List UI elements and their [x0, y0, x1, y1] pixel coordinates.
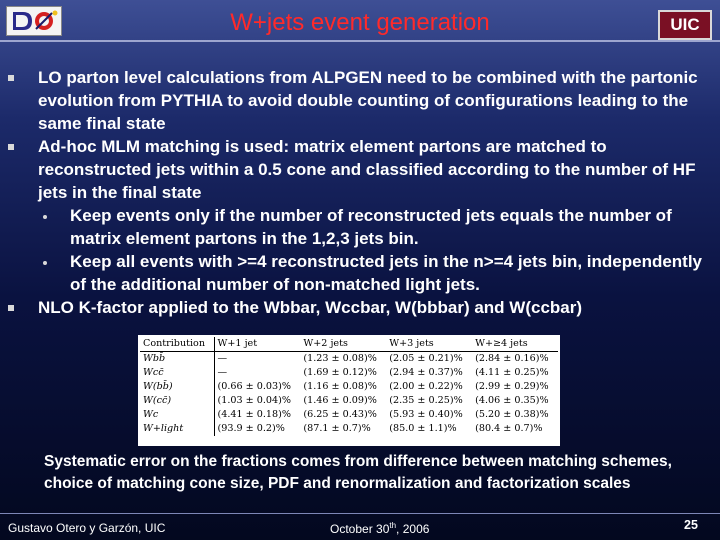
- table-cell: (2.84 ± 0.16)%: [475, 353, 549, 364]
- table-cell: (1.69 ± 0.12)%: [303, 367, 377, 378]
- table-cell: (1.46 ± 0.09)%: [303, 395, 377, 406]
- column-header: W+1 jet: [217, 338, 258, 349]
- sub-bullet-text: Keep events only if the number of reconstructed jets equals the number of matrix element partons in the 1,2,3 jets bin.: [70, 206, 672, 248]
- sub-bullet-text: Keep all events with >=4 reconstructed jets in the n>=4 jets bin, independently of the additional number of non-matched light jets.: [70, 252, 703, 294]
- table-cell: (4.06 ± 0.35)%: [475, 395, 549, 406]
- table-row: [140, 352, 558, 367]
- table-row: [140, 408, 558, 422]
- table-cell: (0.66 ± 0.03)%: [217, 381, 291, 392]
- footer-date-main: October 30: [330, 522, 390, 536]
- fractions-table: [140, 337, 558, 436]
- sub-bullet-list: [38, 204, 713, 296]
- square-bullet-icon: [8, 75, 14, 81]
- uic-logo: UIC: [658, 10, 712, 40]
- table-cell: Wc: [140, 408, 214, 422]
- table-cell: (5.93 ± 0.40)%: [389, 409, 463, 420]
- table-cell: —: [217, 353, 228, 364]
- bullet-list: [8, 66, 713, 319]
- footer-author: Gustavo Otero y Garzón, UIC: [8, 521, 166, 535]
- square-bullet-icon: [8, 305, 14, 311]
- dot-bullet-icon: [43, 215, 47, 219]
- table-row: [140, 394, 558, 408]
- title-divider: [0, 40, 720, 42]
- table-cell: (4.11 ± 0.25)%: [475, 367, 549, 378]
- square-bullet-icon: [8, 144, 14, 150]
- footer-divider: [0, 513, 720, 514]
- dot-bullet-icon: [43, 261, 47, 265]
- bullet-text: Ad-hoc MLM matching is used: matrix element partons are matched to reconstructed jets within a 0.5 cone and classified according to the number of HF jets in the final state: [38, 137, 696, 202]
- footer-date: [330, 521, 429, 536]
- table-cell: W(bb̄): [140, 380, 214, 394]
- bullet-text: LO parton level calculations from ALPGEN need to be combined with the partonic evolution from PYTHIA to avoid double counting of configurations leading to the same final state: [38, 68, 698, 133]
- slide-title: W+jets event generation: [230, 9, 490, 36]
- table-cell: (4.41 ± 0.18)%: [217, 409, 291, 420]
- table-cell: (2.00 ± 0.22)%: [389, 381, 463, 392]
- fractions-table-image: [138, 335, 560, 446]
- bullet-item: [8, 296, 713, 319]
- table-cell: Wbb̄: [140, 352, 214, 367]
- sub-bullet-item: [38, 250, 713, 296]
- table-row: [140, 366, 558, 380]
- slide-number: 25: [684, 518, 698, 532]
- table-header-row: [140, 337, 558, 352]
- column-header: Contribution: [140, 337, 214, 352]
- column-header: W+3 jets: [389, 338, 434, 349]
- table-cell: W+light: [140, 422, 214, 436]
- table-cell: (87.1 ± 0.7)%: [303, 423, 371, 434]
- systematics-caption: Systematic error on the fractions comes from difference between matching schemes, choice of matching cone size, PDF and renormalization and factorization scales: [44, 453, 672, 492]
- table-cell: (2.94 ± 0.37)%: [389, 367, 463, 378]
- sub-bullet-item: [38, 204, 713, 250]
- table-cell: (2.05 ± 0.21)%: [389, 353, 463, 364]
- table-cell: —: [217, 367, 228, 378]
- table-cell: (1.16 ± 0.08)%: [303, 381, 377, 392]
- bullet-item: [8, 135, 713, 296]
- table-row: [140, 380, 558, 394]
- table-cell: Wcc̄: [140, 366, 214, 380]
- bullet-item: [8, 66, 713, 135]
- table-cell: (80.4 ± 0.7)%: [475, 423, 543, 434]
- footer-date-year: , 2006: [396, 522, 430, 536]
- table-cell: W(cc̄): [140, 394, 214, 408]
- table-cell: (2.35 ± 0.25)%: [389, 395, 463, 406]
- table-row: [140, 422, 558, 436]
- bullet-text: NLO K-factor applied to the Wbbar, Wccbar, W(bbbar) and W(ccbar): [38, 298, 583, 317]
- table-cell: (1.03 ± 0.04)%: [217, 395, 291, 406]
- table-cell: (93.9 ± 0.2)%: [217, 423, 285, 434]
- table-cell: (2.99 ± 0.29)%: [475, 381, 549, 392]
- footer-date-suffix: th: [389, 521, 397, 530]
- column-header: W+≥4 jets: [475, 338, 528, 349]
- table-cell: (85.0 ± 1.1)%: [389, 423, 457, 434]
- table-cell: (5.20 ± 0.38)%: [475, 409, 549, 420]
- table-cell: (1.23 ± 0.08)%: [303, 353, 377, 364]
- column-header: W+2 jets: [303, 338, 348, 349]
- table-cell: (6.25 ± 0.43)%: [303, 409, 377, 420]
